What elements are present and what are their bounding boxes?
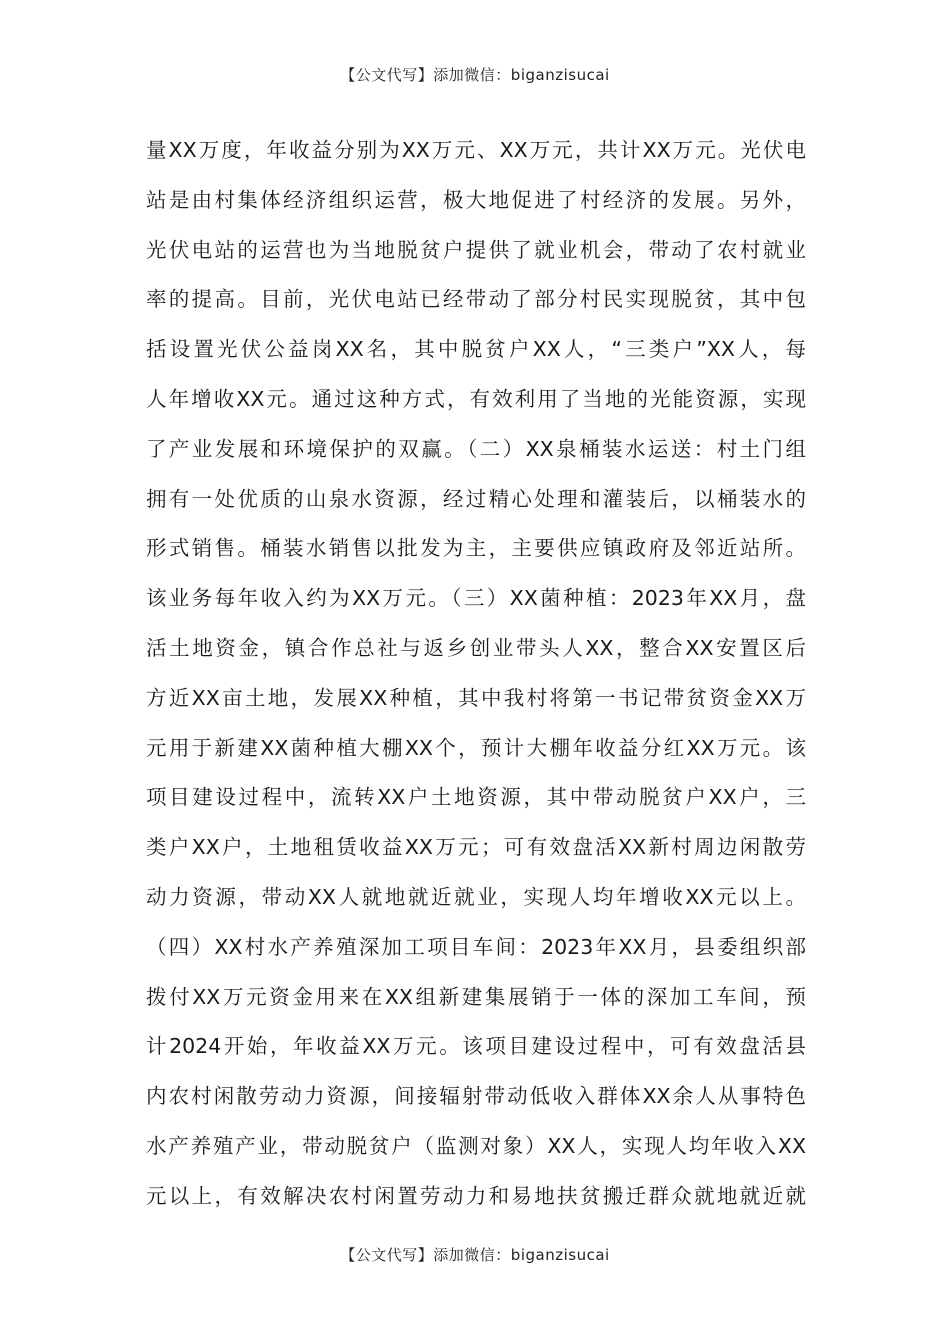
body-line: 了产业发展和环境保护的双赢。（二）XX泉桶装水运送：村土门组 bbox=[146, 436, 806, 461]
body-line: 率的提高。目前，光伏电站已经带动了部分村民实现脱贫，其中包 bbox=[146, 287, 806, 312]
body-line: 光伏电站的运营也为当地脱贫户提供了就业机会，带动了农村就业 bbox=[146, 237, 806, 262]
body-line: 元以上，有效解决农村闲置劳动力和易地扶贫搬迁群众就地就近就 bbox=[146, 1183, 806, 1208]
body-line: （四）XX村水产养殖深加工项目车间：2023年XX月，县委组织部 bbox=[146, 934, 806, 959]
body-line: 内农村闲散劳动力资源，间接辐射带动低收入群体XX余人从事特色 bbox=[146, 1084, 806, 1109]
body-line: 计2024开始，年收益XX万元。该项目建设过程中，可有效盘活县 bbox=[146, 1034, 806, 1059]
body-line: 站是由村集体经济组织运营，极大地促进了村经济的发展。另外， bbox=[146, 187, 806, 212]
body-line: 项目建设过程中，流转XX户土地资源，其中带动脱贫户XX户，三 bbox=[146, 785, 806, 810]
body-line: 拨付XX万元资金用来在XX组新建集展销于一体的深加工车间，预 bbox=[146, 984, 806, 1009]
document-body bbox=[146, 130, 806, 1226]
body-line: 动力资源，带动XX人就地就近就业，实现人均年增收XX元以上。 bbox=[146, 884, 806, 909]
body-line: 拥有一处优质的山泉水资源，经过精心处理和灌装后，以桶装水的 bbox=[146, 486, 806, 511]
body-line: 方近XX亩土地，发展XX种植，其中我村将第一书记带贫资金XX万 bbox=[146, 685, 806, 710]
body-line: 形式销售。桶装水销售以批发为主，主要供应镇政府及邻近站所。 bbox=[146, 536, 806, 561]
body-line: 元用于新建XX菌种植大棚XX个，预计大棚年收益分红XX万元。该 bbox=[146, 735, 806, 760]
body-line: 人年增收XX元。通过这种方式，有效利用了当地的光能资源，实现 bbox=[146, 386, 806, 411]
page-header: 【公文代写】添加微信：biganzisucai bbox=[340, 66, 610, 84]
body-line: 活土地资金，镇合作总社与返乡创业带头人XX，整合XX安置区后 bbox=[146, 635, 806, 660]
body-line: 该业务每年收入约为XX万元。（三）XX菌种植：2023年XX月，盘 bbox=[146, 586, 806, 611]
page-footer: 【公文代写】添加微信：biganzisucai bbox=[340, 1246, 610, 1264]
body-line: 类户XX户，土地租赁收益XX万元；可有效盘活XX新村周边闲散劳 bbox=[146, 835, 806, 860]
body-line: 括设置光伏公益岗XX名，其中脱贫户XX人，“三类户”XX人，每 bbox=[146, 337, 806, 362]
body-line: 水产养殖产业，带动脱贫户（监测对象）XX人，实现人均年收入XX bbox=[146, 1133, 806, 1158]
body-line: 量XX万度，年收益分别为XX万元、XX万元，共计XX万元。光伏电 bbox=[146, 138, 806, 162]
